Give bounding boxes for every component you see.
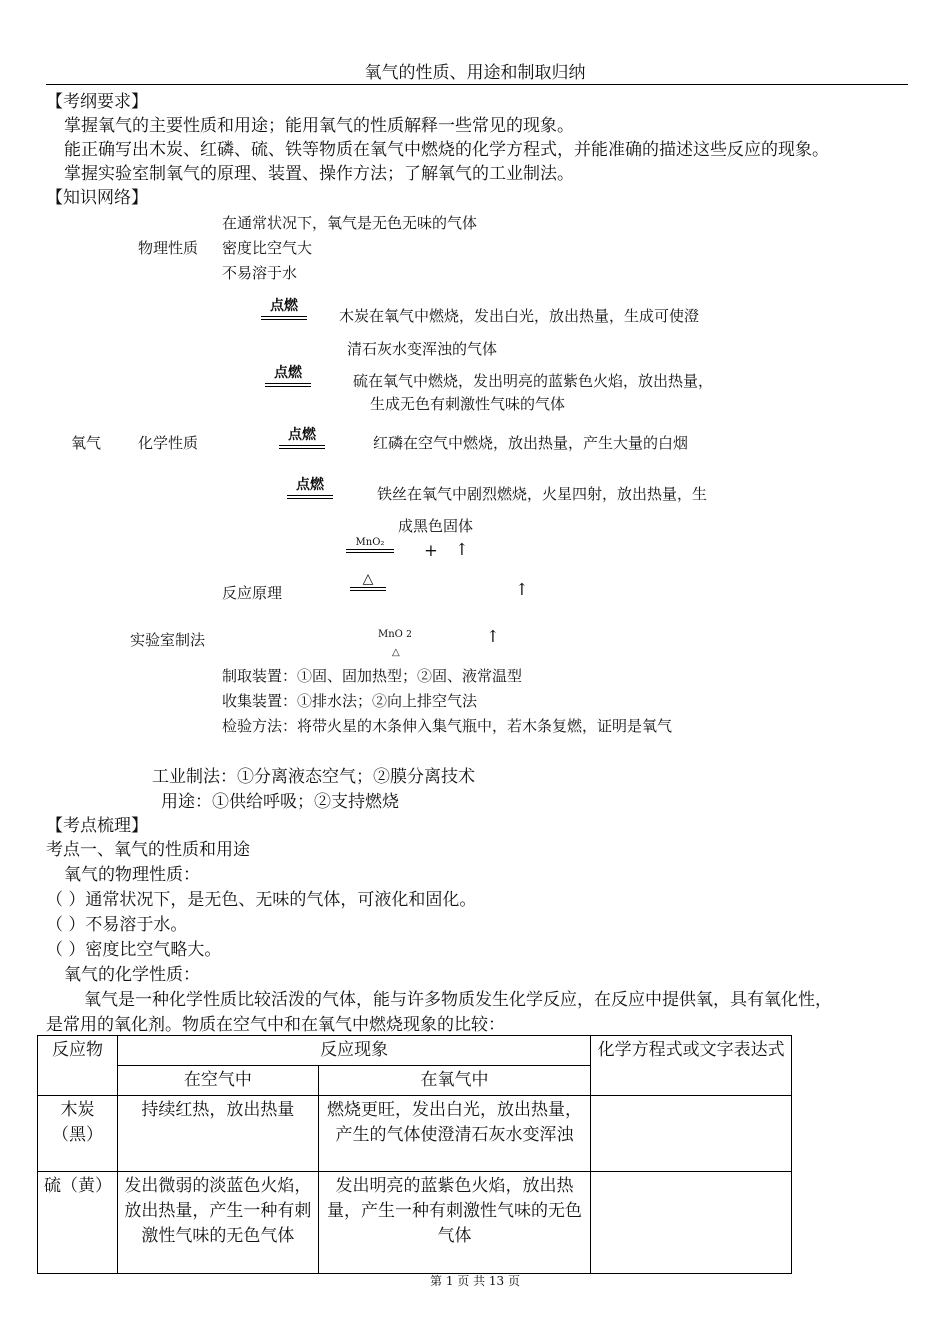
cell-equation <box>591 1172 792 1274</box>
condition-ignite-3: 点燃 <box>279 424 325 449</box>
condition-ignite-2: 点燃 <box>265 362 311 387</box>
lab-method-label: 实验室制法 <box>130 631 206 649</box>
header-in-oxygen: 在氧气中 <box>318 1066 591 1096</box>
cell-equation <box>591 1096 792 1172</box>
cell-oxygen: 发出明亮的蓝紫色火焰，放出热量，产生一种有刺激性气味的无色气体 <box>318 1172 591 1274</box>
kaogang-line-2: 能正确写出木炭、红磷、硫、铁等物质在氧气中燃烧的化学方程式，并能准确的描述这些反应的现象。 <box>64 140 829 160</box>
physical-property-1: （ ）通常状况下，是无色、无味的气体，可液化和固化。 <box>46 890 477 910</box>
chemical-properties-title: 氧气的化学性质： <box>64 965 200 985</box>
section-heading-kaogang: 【考纲要求】 <box>46 92 148 112</box>
header-phenomenon: 反应现象 <box>117 1036 590 1066</box>
comparison-table <box>37 1035 792 1274</box>
header-equation: 化学方程式或文字表达式 <box>591 1036 792 1096</box>
title-rule <box>46 84 908 85</box>
physical-item-1: 在通常状况下，氧气是无色无味的气体 <box>222 214 478 232</box>
cell-air: 持续红热，放出热量 <box>117 1096 318 1172</box>
kaogang-line-3: 掌握实验室制氧气的原理、装置、操作方法；了解氧气的工业制法。 <box>64 164 574 184</box>
gas-arrow-3: ↑ <box>486 627 500 646</box>
cell-air: 发出微弱的淡蓝色火焰，放出热量，产生一种有刺激性气味的无色气体 <box>117 1172 318 1274</box>
page-title: 氧气的性质、用途和制取归纳 <box>364 63 586 83</box>
condition-ignite-1: 点燃 <box>261 295 307 320</box>
reaction-sulfur-line-2: 生成无色有刺激性气味的气体 <box>370 395 566 413</box>
physical-item-3: 不易溶于水 <box>222 264 298 282</box>
section-heading-network: 【知识网络】 <box>46 188 148 208</box>
cell-oxygen: 燃烧更旺，发出白光，放出热量，产生的气体使澄清石灰水变浑浊 <box>318 1096 591 1172</box>
industrial-method: 工业制法：①分离液态空气；②膜分离技术 <box>152 767 475 787</box>
cell-reactant: 硫（黄） <box>38 1172 118 1274</box>
section-heading-kaodian: 【考点梳理】 <box>46 816 148 836</box>
lab-test: 检验方法：将带火星的木条伸入集气瓶中，若木条复燃，证明是氧气 <box>222 717 673 735</box>
lab-apparatus: 制取装置：①固、固加热型；②固、液常温型 <box>222 667 523 685</box>
table-header-row <box>38 1036 792 1066</box>
page-footer: 第 1 页 共 13 页 <box>430 1274 520 1288</box>
table-row <box>38 1172 792 1274</box>
header-in-air: 在空气中 <box>117 1066 318 1096</box>
heat-condition: △ <box>350 572 386 591</box>
cell-reactant: 木炭（黑） <box>38 1096 118 1172</box>
table-row <box>38 1096 792 1172</box>
gas-arrow-1: ↑ <box>455 540 469 559</box>
physical-property-3: （ ）密度比空气略大。 <box>46 940 222 960</box>
plus-sign: + <box>424 541 438 560</box>
reaction-charcoal-line-1: 木炭在氧气中燃烧，发出白光，放出热量，生成可使澄 <box>339 307 700 325</box>
lab-collection: 收集装置：①排水法；②向上排空气法 <box>222 692 478 710</box>
condition-ignite-4: 点燃 <box>287 474 333 499</box>
heat-condition-2: △ <box>392 647 400 658</box>
kaogang-line-1: 掌握氧气的主要性质和用途；能用氧气的性质解释一些常见的现象。 <box>64 116 574 136</box>
gas-arrow-2: ↑ <box>515 580 529 599</box>
physical-properties-title: 氧气的物理性质： <box>64 865 200 885</box>
reaction-sulfur-line-1: 硫在氧气中燃烧，发出明亮的蓝紫色火焰，放出热量， <box>353 372 714 390</box>
chemical-label: 化学性质 <box>138 434 199 452</box>
catalyst-condition-1: MnO₂ <box>346 537 394 553</box>
catalyst-condition-2: MnO 2 <box>378 629 412 640</box>
reaction-iron-line-2: 成黑色固体 <box>398 517 474 535</box>
chemical-paragraph-line-1: 氧气是一种化学性质比较活泼的气体，能与许多物质发生化学反应，在反应中提供氧，具有氧化性， <box>84 990 832 1010</box>
header-reactant: 反应物 <box>38 1036 118 1096</box>
reaction-charcoal-line-2: 清石灰水变浑浊的气体 <box>347 340 498 358</box>
reaction-phosphorus-line-1: 红磷在空气中燃烧，放出热量，产生大量的白烟 <box>373 434 689 452</box>
physical-property-2: （ ）不易溶于水。 <box>46 915 188 935</box>
oxygen-uses: 用途：①供给呼吸；②支持燃烧 <box>161 792 399 812</box>
physical-label: 物理性质 <box>138 239 199 257</box>
point-1-title: 考点一、氧气的性质和用途 <box>46 840 250 860</box>
chemical-paragraph-line-2: 是常用的氧化剂。物质在空气中和在氧气中燃烧现象的比较： <box>46 1015 505 1035</box>
physical-item-2: 密度比空气大 <box>222 239 313 257</box>
reaction-iron-line-1: 铁丝在氧气中剧烈燃烧，火星四射，放出热量，生 <box>377 485 708 503</box>
principle-label: 反应原理 <box>222 584 283 602</box>
network-root: 氧气 <box>71 434 102 452</box>
